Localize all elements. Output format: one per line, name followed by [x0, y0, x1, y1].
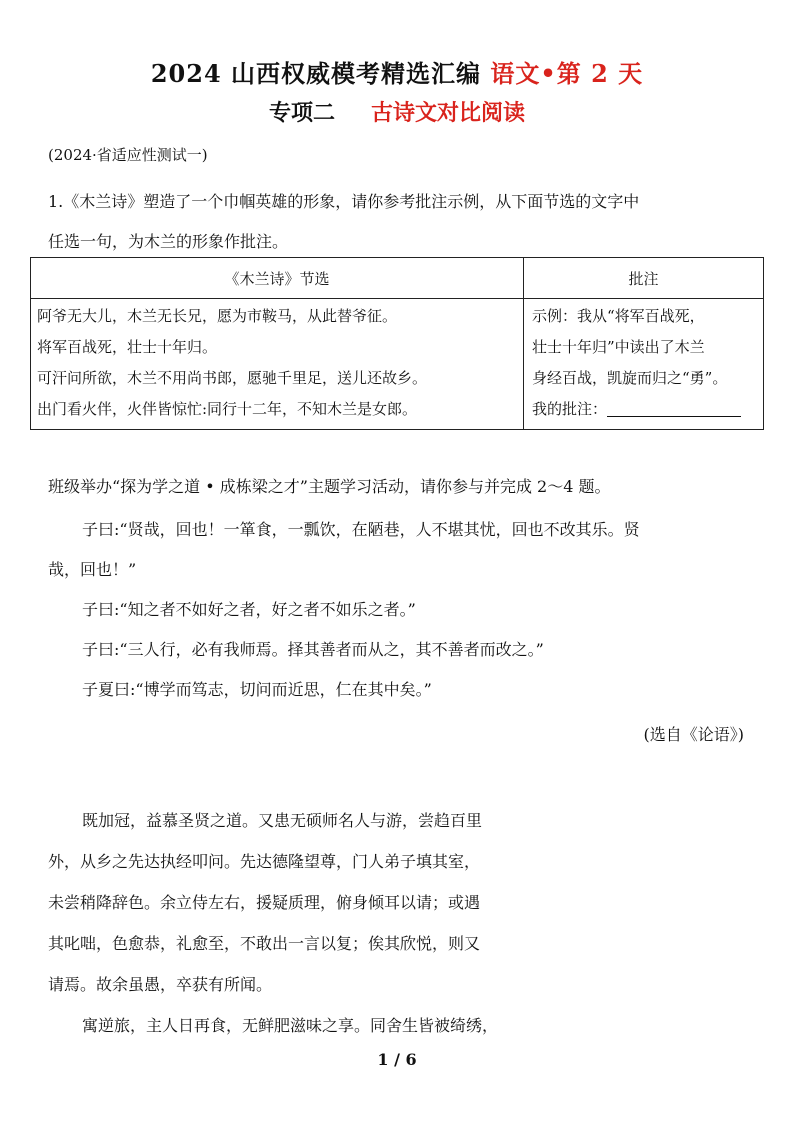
annotation-table: [30, 257, 764, 430]
subtitle-section-number: 专项二: [268, 100, 335, 126]
lunyu-passage: [48, 510, 760, 710]
task-intro: 班级举办“探为学之道 • 成栋梁之才”主题学习活动，请你参与并完成 2～4 题。: [48, 477, 611, 496]
title-main: 2024 山西权威模考精选汇编: [150, 59, 491, 88]
exam-source: (2024·省适应性测试一): [48, 146, 208, 164]
lunyu-paragraph-continued: 哉，回也！”: [48, 560, 137, 579]
poem-line: 将军百战死，壮士十年归。: [37, 338, 218, 356]
essay-line: 未尝稍降辞色。余立侍左右，援疑质理，俯身倾耳以请；或遇: [48, 893, 481, 912]
lunyu-paragraph: 子曰:“贤哉，回也！一箪食，一瓢饮，在陋巷，人不堪其忧，回也不改其乐。贤: [82, 520, 640, 539]
essay-line: 寓逆旅，主人日再食，无鲜肥滋味之享。同舍生皆被绮绣，: [82, 1016, 499, 1035]
poem-line: 可汗问所欲，木兰不用尚书郎，愿驰千里足，送儿还故乡。: [37, 369, 428, 387]
example-note-line: 身经百战，凯旋而归之“勇”。: [532, 369, 728, 387]
lunyu-paragraph: 子夏曰:“博学而笃志，切问而近思，仁在其中矣。”: [82, 680, 432, 699]
page-number: 1 / 6: [377, 1050, 417, 1069]
essay-line: 既加冠，益慕圣贤之道。又患无硕师名人与游，尝趋百里: [82, 811, 483, 830]
annotation-cell: [524, 299, 764, 430]
page-title: [0, 54, 794, 89]
lunyu-paragraph: 子曰:“知之者不如好之者，好之者不如乐之者。”: [82, 600, 416, 619]
my-note-blank[interactable]: [607, 398, 741, 417]
example-note-line: 示例：我从“将军百战死，: [532, 307, 705, 325]
poem-excerpt-cell: [31, 299, 524, 430]
section-subtitle: [0, 96, 794, 127]
table-header-poem: 《木兰诗》节选: [31, 258, 524, 299]
essay-line: 其叱咄，色愈恭，礼愈至，不敢出一言以复；俟其欣悦，则又: [48, 934, 481, 953]
subtitle-topic: 古诗文对比阅读: [371, 100, 526, 126]
essay-line: 外，从乡之先达执经叩问。先达德隆望尊，门人弟子填其室，: [48, 852, 481, 871]
my-note-row: [532, 394, 759, 425]
table-header-note: 批注: [524, 258, 764, 299]
poem-line: 出门看火伴，火伴皆惊忙:同行十二年，不知木兰是女郎。: [37, 400, 418, 418]
title-subject-day: 语文•第 2 天: [490, 59, 644, 88]
essay-passage: [48, 800, 554, 1046]
lunyu-paragraph: 子曰:“三人行，必有我师焉。择其善者而从之，其不善者而改之。”: [82, 640, 544, 659]
my-note-label: 我的批注：: [532, 400, 608, 418]
lunyu-source: (选自《论语》): [643, 725, 744, 744]
essay-line: 请焉。故余虽愚，卒获有所闻。: [48, 975, 273, 994]
question-1-line-2: 任选一句，为木兰的形象作批注。: [48, 232, 289, 251]
question-1-line-1: 1.《木兰诗》塑造了一个巾帼英雄的形象，请你参考批注示例，从下面节选的文字中: [48, 192, 640, 211]
poem-line: 阿爷无大儿，木兰无长兄，愿为市鞍马，从此替爷征。: [37, 307, 398, 325]
question-1: [48, 182, 768, 262]
example-note-line: 壮士十年归”中读出了木兰: [532, 338, 705, 356]
